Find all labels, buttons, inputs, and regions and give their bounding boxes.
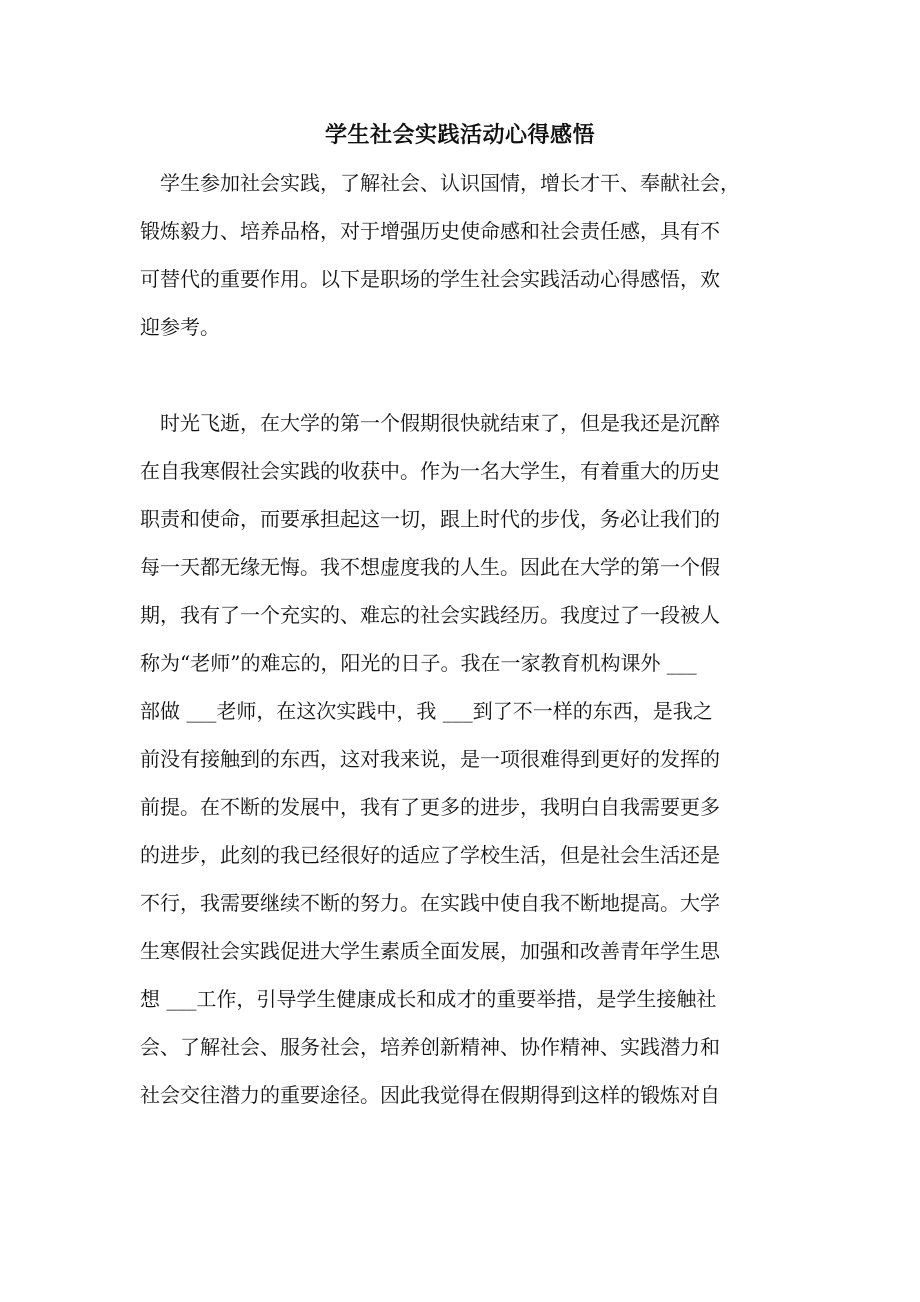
body-line-14: 会、了解社会、服务社会，培养创新精神、协作精神、实践潜力和 [140, 1035, 720, 1059]
body-line-10: 的进步，此刻的我已经很好的适应了学校生活，但是社会生活还是 [140, 843, 720, 867]
intro-line-1: 学生参加社会实践，了解社会、认识国情，增长才干、奉献社会， [160, 171, 740, 195]
body-line-4: 每一天都无缘无悔。我不想虚度我的人生。因此在大学的第一个假 [140, 555, 720, 579]
intro-line-2: 锻炼毅力、培养品格，对于增强历史使命感和社会责任感，具有不 [140, 219, 720, 243]
body-line-3: 职责和使命，而要承担起这一切，跟上时代的步伐，务必让我们的 [140, 507, 720, 531]
body-line-13: 想 ___工作，引导学生健康成长和成才的重要举措，是学生接触社 [140, 987, 717, 1011]
intro-line-3: 可替代的重要作用。以下是职场的学生社会实践活动心得感悟，欢 [140, 267, 720, 291]
body-line-5: 期，我有了一个充实的、难忘的社会实践经历。我度过了一段被人 [140, 603, 720, 627]
body-line-11: 不行，我需要继续不断的努力。在实践中使自我不断地提高。大学 [140, 891, 720, 915]
body-line-12: 生寒假社会实践促进大学生素质全面发展，加强和改善青年学生思 [140, 939, 720, 963]
body-line-8: 前没有接触到的东西，这对我来说，是一项很难得到更好的发挥的 [140, 747, 720, 771]
body-line-1: 时光飞逝，在大学的第一个假期很快就结束了，但是我还是沉醉 [160, 411, 720, 435]
body-line-7: 部做 ___老师，在这次实践中，我 ___到了不一样的东西，是我之 [140, 699, 713, 723]
intro-line-4: 迎参考。 [140, 315, 220, 339]
body-line-15: 社会交往潜力的重要途径。因此我觉得在假期得到这样的锻炼对自 [140, 1083, 720, 1107]
body-line-6: 称为“老师”的难忘的，阳光的日子。我在一家教育机构课外 ___ [140, 651, 697, 675]
document-title: 学生社会实践活动心得感悟 [324, 122, 595, 148]
body-line-2: 在自我寒假社会实践的收获中。作为一名大学生，有着重大的历史 [140, 459, 720, 483]
body-line-9: 前提。在不断的发展中，我有了更多的进步，我明白自我需要更多 [140, 795, 720, 819]
